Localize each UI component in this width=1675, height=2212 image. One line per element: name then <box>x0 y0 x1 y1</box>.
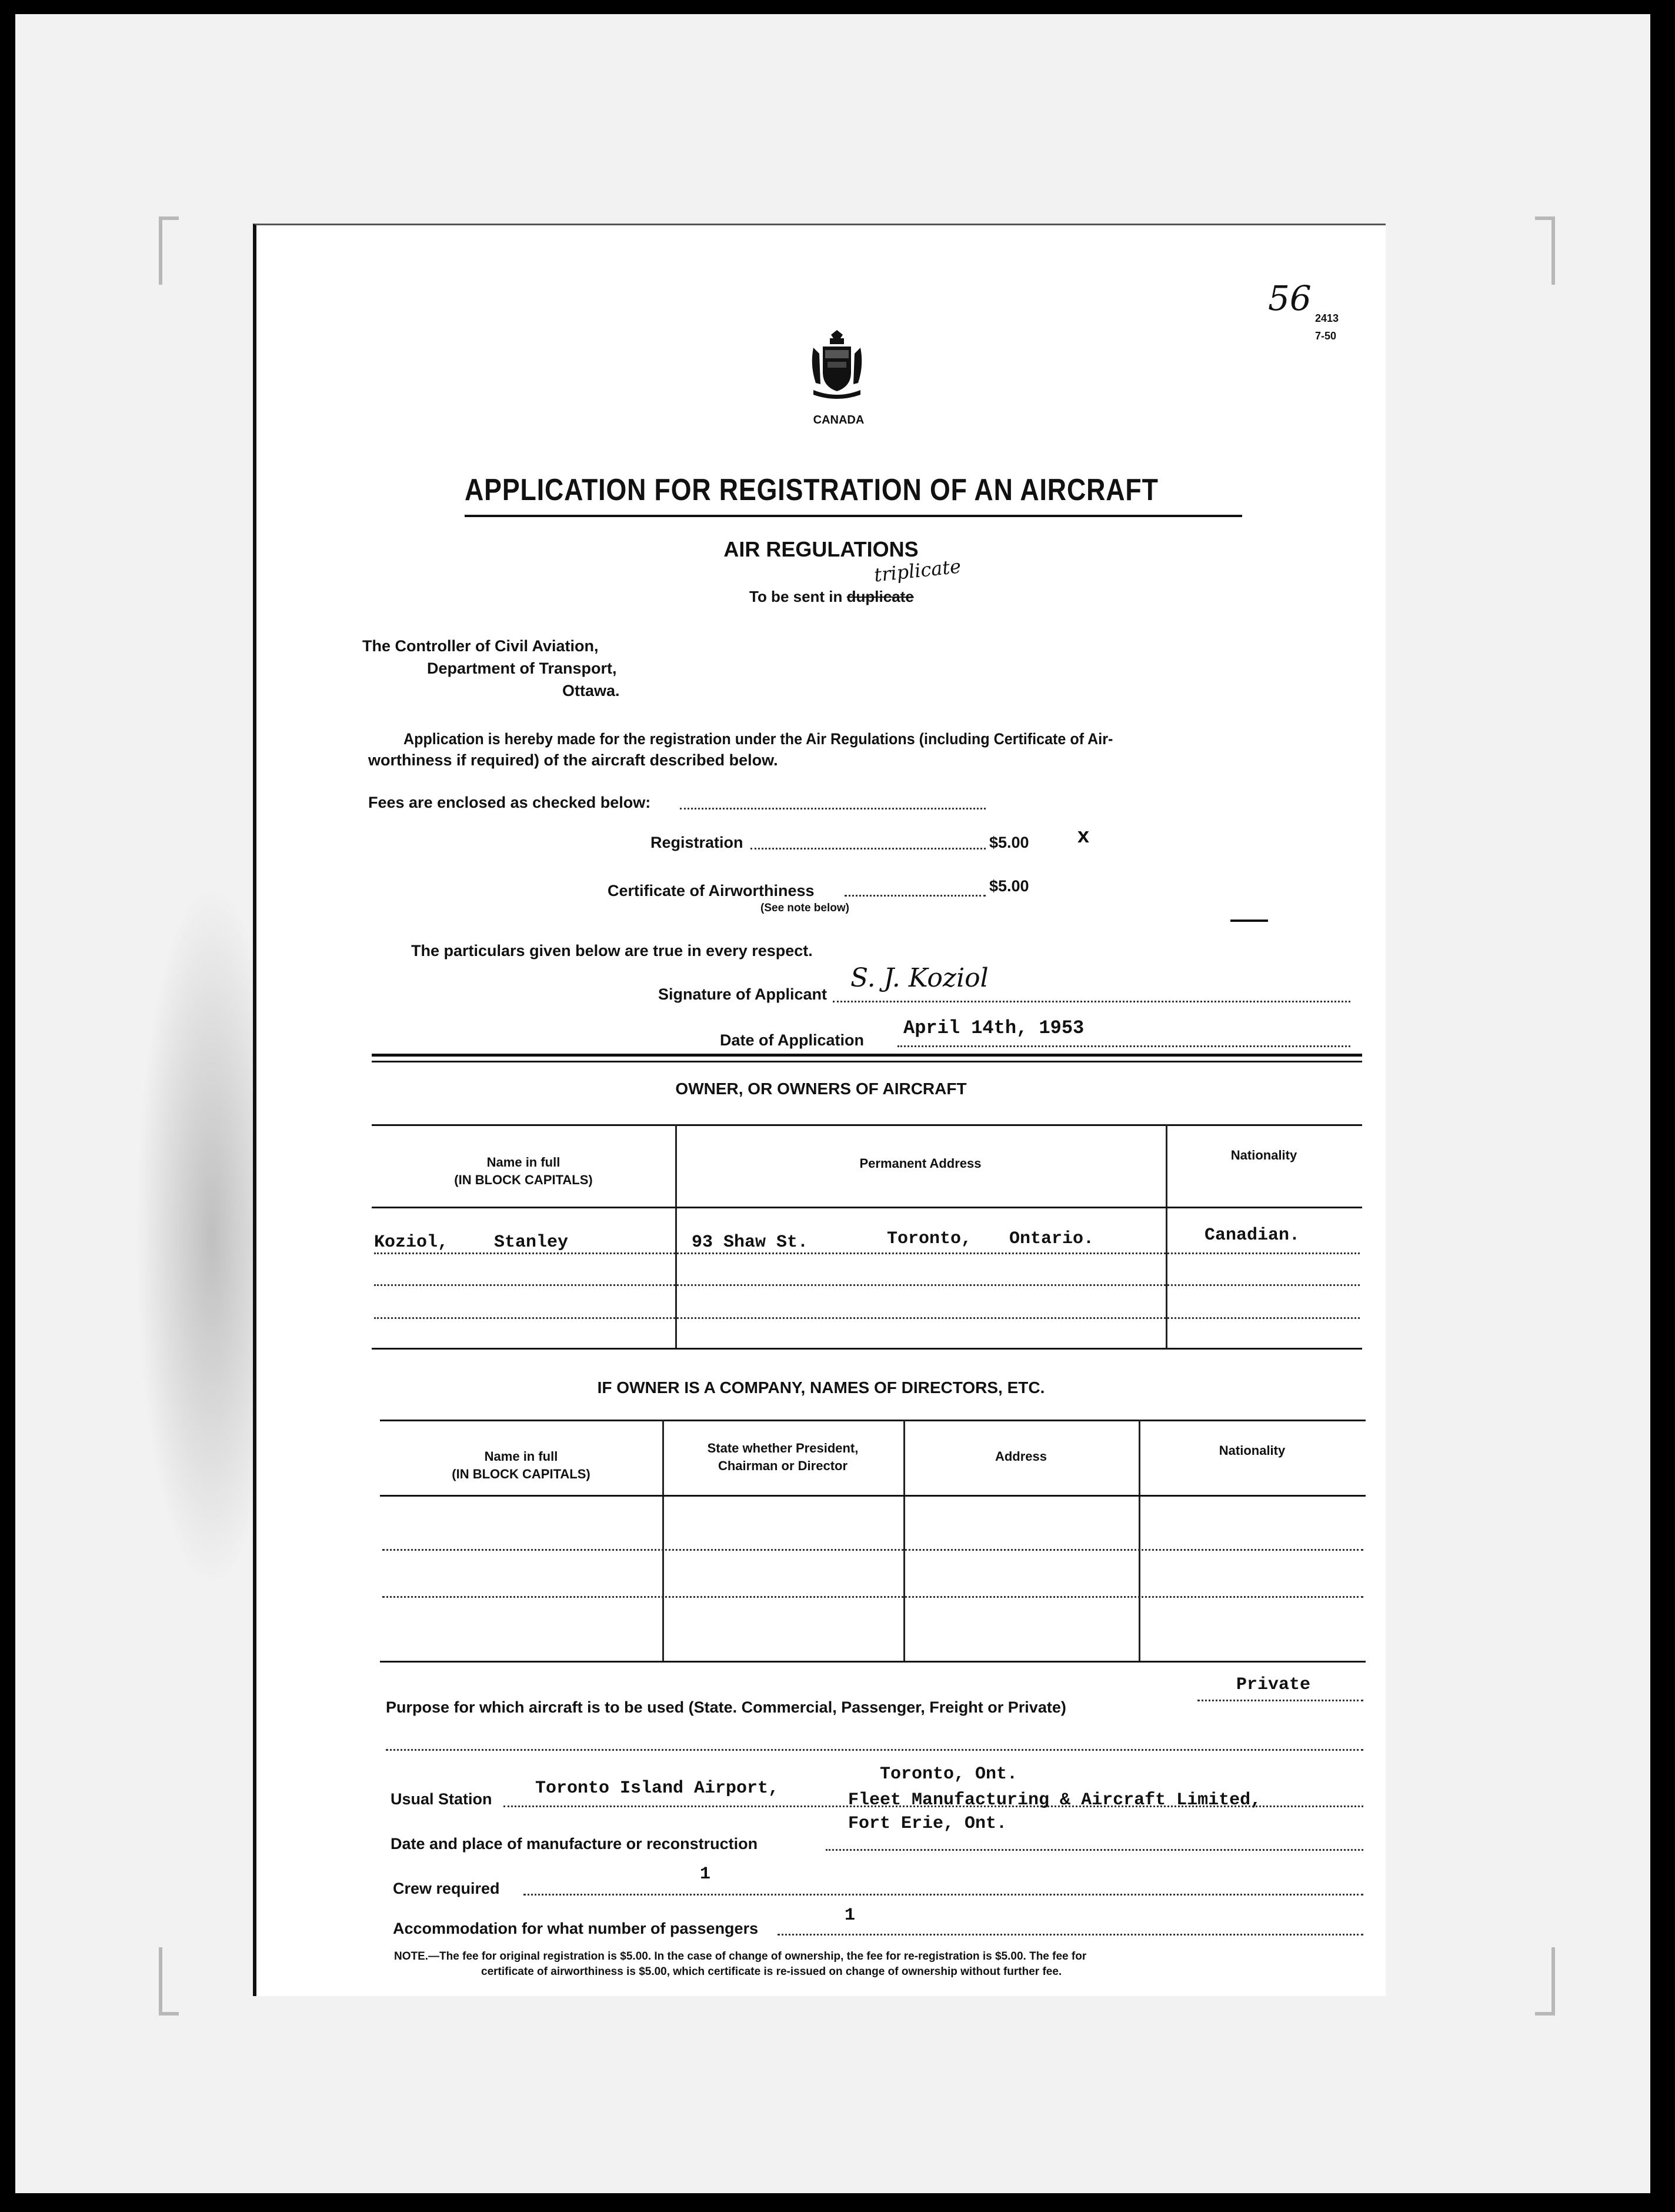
addressee-line-2: Department of Transport, <box>427 659 617 677</box>
owners-row-line <box>374 1317 1360 1319</box>
usual-station-value: Toronto Island Airport, <box>535 1778 779 1798</box>
registration-checkmark: x <box>1077 823 1090 847</box>
directors-col-role-line2: Chairman or Director <box>718 1458 848 1473</box>
send-struck: duplicate <box>846 588 914 605</box>
directors-header-rule <box>380 1495 1366 1497</box>
crew-line <box>523 1894 1363 1895</box>
purpose-line <box>1197 1700 1363 1701</box>
directors-table-bottom <box>380 1661 1366 1663</box>
application-form <box>253 224 1386 1996</box>
owner-city: Toronto, <box>887 1229 972 1249</box>
manufacture-value-2: Fort Erie, Ont. <box>848 1814 1007 1834</box>
owners-row-line <box>374 1284 1360 1286</box>
airworthiness-amount: $5.00 <box>989 877 1029 895</box>
note-line-2: certificate of airworthiness is $5.00, which certificate is re-issued on change of ownership without further fee. <box>481 1966 1062 1978</box>
intro-line-1: Application is hereby made for the registration under the Air Regulations (including Certificate of Air- <box>403 730 1113 748</box>
send-line <box>749 588 914 606</box>
owner-nationality: Canadian. <box>1204 1225 1300 1245</box>
airworthiness-label: Certificate of Airworthiness <box>608 882 815 900</box>
directors-col-role-line1: State whether President, <box>707 1441 859 1455</box>
country-label: CANADA <box>813 414 865 427</box>
section-rule-top-2 <box>372 1061 1362 1062</box>
date-value: April 14th, 1953 <box>903 1017 1085 1039</box>
owners-header-rule <box>372 1207 1362 1208</box>
form-subtitle: AIR REGULATIONS <box>723 537 919 561</box>
directors-col-name-line1: Name in full <box>484 1449 558 1464</box>
date-line <box>897 1045 1350 1047</box>
passengers-line <box>778 1934 1363 1936</box>
crop-mark <box>159 216 179 285</box>
airworthiness-leader <box>845 895 986 897</box>
signature-line <box>833 1001 1350 1002</box>
signature-label: Signature of Applicant <box>658 985 828 1003</box>
owners-row-line <box>374 1252 1360 1254</box>
registration-leader <box>750 848 986 850</box>
directors-col-nationality: Nationality <box>1219 1443 1286 1458</box>
owner-street: 93 Shaw St. <box>692 1232 809 1252</box>
manufacture-line <box>826 1849 1363 1851</box>
owners-table-top <box>372 1124 1362 1126</box>
manufacture-label: Date and place of manufacture or reconstruction <box>391 1835 758 1853</box>
manufacture-value-1: Fleet Manufacturing & Aircraft Limited, <box>848 1790 1262 1810</box>
directors-row-line <box>382 1549 1363 1551</box>
crop-mark <box>1535 216 1555 285</box>
passengers-label: Accommodation for what number of passengers <box>393 1920 759 1937</box>
form-title: APPLICATION FOR REGISTRATION OF AN AIRCRAFT <box>465 473 1159 507</box>
usual-station-city: Toronto, Ont. <box>880 1764 1018 1784</box>
form-number: 2413 <box>1315 312 1339 324</box>
note-line-1: NOTE.—The fee for original registration is $5.00. In the case of change of ownership, the fee for re-registration is $5.00. The fee for <box>394 1950 1087 1963</box>
form-date: 7-50 <box>1315 330 1337 342</box>
directors-row-line <box>382 1596 1363 1598</box>
owners-section-title: OWNER, OR OWNERS OF AIRCRAFT <box>675 1080 967 1098</box>
coat-of-arms-icon <box>808 330 866 401</box>
airworthiness-note: (See note below) <box>760 902 849 914</box>
directors-col-name <box>380 1448 662 1483</box>
owners-table-bottom <box>372 1348 1362 1350</box>
directors-col-address: Address <box>995 1449 1047 1464</box>
registration-label: Registration <box>650 834 743 851</box>
intro-line-2: worthiness if required) of the aircraft described below. <box>368 751 778 769</box>
title-underline <box>465 515 1242 517</box>
owners-col-address: Permanent Address <box>859 1156 982 1171</box>
owners-col-name-line2: (IN BLOCK CAPITALS) <box>454 1172 593 1187</box>
signature-value: S. J. Koziol <box>850 963 989 993</box>
owner-province: Ontario. <box>1009 1229 1095 1249</box>
page-number: 56 <box>1268 278 1312 318</box>
directors-col-name-line2: (IN BLOCK CAPITALS) <box>452 1467 590 1481</box>
addressee-line-1: The Controller of Civil Aviation, <box>362 637 599 655</box>
purpose-line-2 <box>386 1749 1363 1751</box>
owner-surname: Koziol, <box>374 1232 449 1252</box>
owners-col-name <box>372 1154 675 1189</box>
purpose-value: Private <box>1236 1675 1311 1695</box>
crew-value: 1 <box>700 1864 711 1884</box>
fee-blank <box>1230 920 1268 922</box>
send-handwritten: triplicate <box>873 555 962 587</box>
crop-mark <box>1535 1947 1555 2016</box>
owners-col-name-line1: Name in full <box>486 1155 560 1170</box>
date-label: Date of Application <box>720 1031 865 1049</box>
declaration: The particulars given below are true in every respect. <box>411 942 813 960</box>
purpose-label: Purpose for which aircraft is to be used (State. Commercial, Passenger, Freight or Private) <box>386 1698 1066 1716</box>
directors-table-top <box>380 1420 1366 1421</box>
passengers-value: 1 <box>845 1905 856 1925</box>
addressee-line-3: Ottawa. <box>562 682 620 699</box>
owners-col-nationality: Nationality <box>1230 1148 1297 1162</box>
section-rule-top <box>372 1054 1362 1057</box>
crew-label: Crew required <box>393 1880 500 1897</box>
usual-station-label: Usual Station <box>391 1790 492 1808</box>
owner-given-name: Stanley <box>494 1232 569 1252</box>
crop-mark <box>159 1947 179 2016</box>
directors-section-title: IF OWNER IS A COMPANY, NAMES OF DIRECTORS, ETC. <box>597 1378 1045 1397</box>
fees-heading: Fees are enclosed as checked below: <box>368 794 651 811</box>
registration-amount: $5.00 <box>989 834 1029 851</box>
fees-leader <box>680 808 986 809</box>
directors-col-role <box>662 1440 903 1475</box>
send-prefix: To be sent in <box>749 588 843 605</box>
